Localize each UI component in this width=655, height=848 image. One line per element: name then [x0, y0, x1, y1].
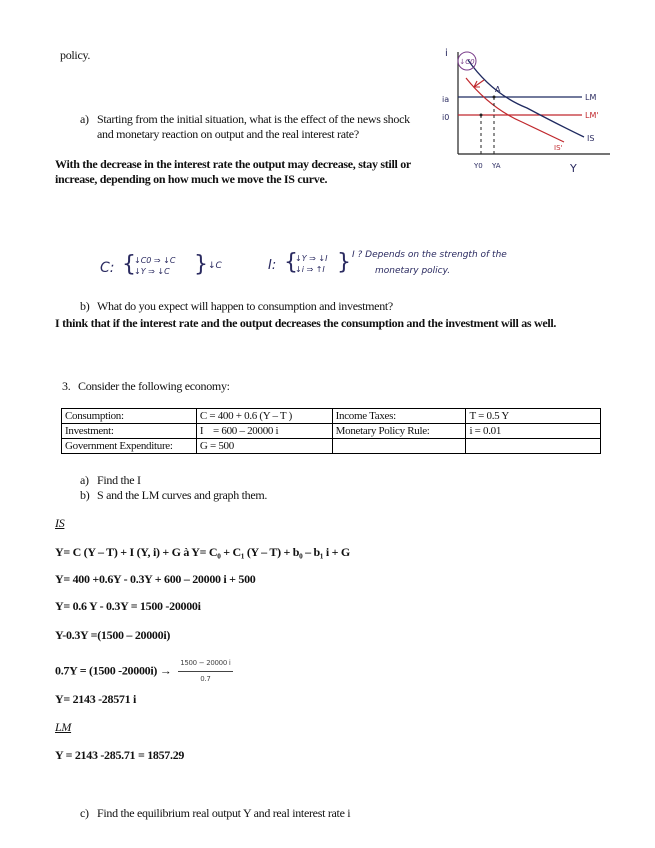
ya-label: YA	[492, 162, 501, 170]
eq3: Y= 0.6 Y - 0.3Y = 1500 -20000i	[55, 599, 201, 613]
table-cell: Government Expenditure:	[62, 439, 197, 454]
hw-c-brace-close: }	[194, 252, 208, 277]
fraction-numerator: 1500 − 20000 i	[178, 656, 232, 672]
q2a-marker: a)	[80, 112, 89, 126]
y-axis-label: i	[445, 48, 448, 59]
hw-c-line1: ↓C0 ⇒ ↓C	[134, 256, 176, 265]
eq4: Y-0.3Y =(1500 – 20000i)	[55, 628, 171, 642]
q2b-marker: b)	[80, 299, 90, 313]
table-cell: Consumption:	[62, 409, 197, 424]
hw-i-label: I:	[268, 258, 277, 273]
q3b-marker: b)	[80, 488, 90, 502]
eq5-fraction	[178, 656, 232, 687]
is-heading: IS	[55, 516, 65, 530]
hw-c-brace-open: {	[122, 252, 136, 277]
q3a-marker: a)	[80, 473, 89, 487]
table-cell: Income Taxes:	[332, 409, 466, 424]
hw-i-result: I ? Depends on the strength of the	[352, 250, 507, 260]
is-prime-curve	[466, 78, 564, 142]
economy-table	[61, 408, 601, 454]
fraction-denominator: 0.7	[200, 675, 211, 683]
hw-i-brace-close: }	[337, 250, 351, 275]
q3a-text: Find the I	[97, 473, 141, 487]
lm-label: LM	[585, 93, 597, 102]
eq1: Y= C (Y – T) + I (Y, i) + G à Y= C₀ + C₁ (Y – T) + b₀ – b₁ i + G	[55, 545, 350, 559]
table-cell: Monetary Policy Rule:	[332, 424, 466, 439]
is-prime-label: IS'	[554, 144, 563, 152]
eq7: Y = 2143 -285.71 = 1857.29	[55, 748, 185, 762]
table-cell: i = 0.01	[466, 424, 601, 439]
islm-graph	[432, 42, 622, 182]
eq2: Y= 400 +0.6Y - 0.3Y + 600 – 20000 i + 500	[55, 572, 256, 586]
circle-label: ↓C0	[459, 58, 475, 66]
table-cell	[466, 439, 601, 454]
eq5-row	[55, 656, 233, 687]
q2a-question: Starting from the initial situation, what is the effect of the news shock and monetary reaction on output and the real interest rate?	[97, 112, 410, 141]
table-row	[62, 439, 601, 454]
i0-label: i0	[442, 113, 450, 122]
hw-i-result2: monetary policy.	[375, 266, 451, 276]
table-row	[62, 424, 601, 439]
y0-label: Y0	[474, 162, 483, 170]
table-cell	[332, 439, 466, 454]
hw-i-line2: ↓i ⇒ ↑I	[295, 265, 325, 274]
is-label: IS	[587, 134, 595, 143]
table-cell: I = 600 – 20000 i	[196, 424, 332, 439]
lm-prime-label: LM'	[585, 111, 599, 120]
hw-c-label: C:	[100, 260, 115, 276]
eq6: Y= 2143 -28571 i	[55, 692, 137, 706]
hw-i-line1: ↓Y ⇒ ↓I	[295, 254, 328, 263]
table-row	[62, 409, 601, 424]
q3c-marker: c)	[80, 806, 89, 820]
table-cell: G = 500	[196, 439, 332, 454]
hw-c-line2: ↓Y ⇒ ↓C	[134, 267, 170, 276]
q2b-answer: I think that if the interest rate and the output decreases the consumption and the investment will as well.	[55, 316, 557, 330]
point-a-label: A	[495, 85, 501, 94]
table-cell: C = 400 + 0.6 (Y – T )	[196, 409, 332, 424]
q2a-answer: With the decrease in the interest rate the output may decrease, stay still or increase, depending on how much we move the IS curve.	[55, 157, 411, 186]
q3b-text: S and the LM curves and graph them.	[97, 488, 268, 502]
q3c-text: Find the equilibrium real output Y and real interest rate i	[97, 806, 351, 820]
q3-intro: Consider the following economy:	[78, 379, 230, 393]
table-cell: T = 0.5 Y	[466, 409, 601, 424]
q3-number: 3.	[62, 379, 71, 393]
hw-c-result: ↓C	[208, 261, 222, 271]
hw-i-brace-open: {	[284, 250, 298, 275]
eq5: 0.7Y = (1500 -20000i) →	[55, 663, 172, 678]
q2b-question: What do you expect will happen to consumption and investment?	[97, 299, 393, 313]
table-cell: Investment:	[62, 424, 197, 439]
x-axis-label: Y	[570, 162, 577, 175]
top-fragment: policy.	[60, 48, 91, 62]
ia-label: ia	[442, 95, 450, 104]
lm-heading: LM	[55, 720, 72, 734]
